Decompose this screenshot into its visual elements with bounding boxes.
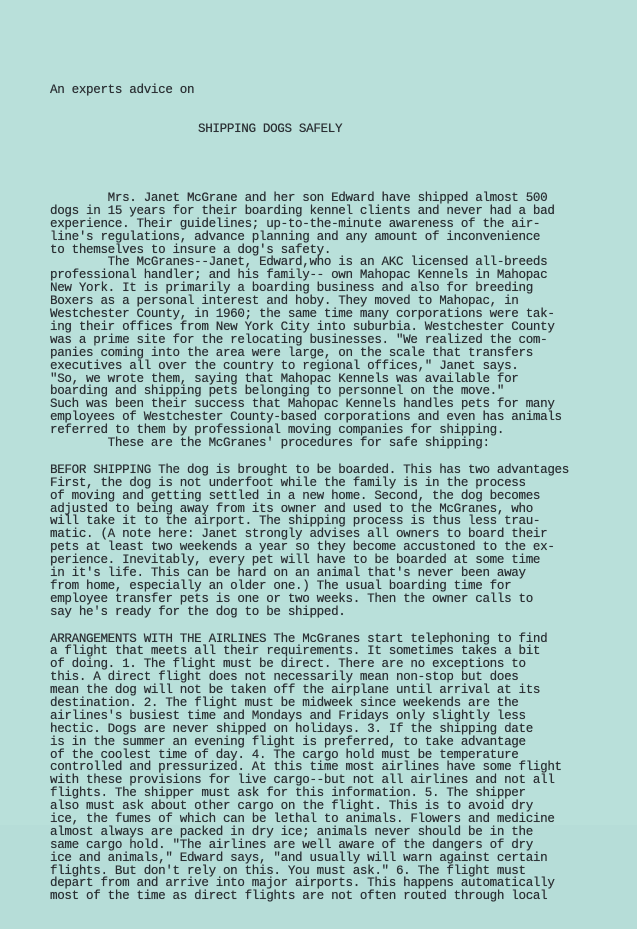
text-line: New York. It is primarily a boarding business and also for breeding bbox=[50, 281, 533, 296]
text-line: mean the dog will not be taken off the airplane until arrival at its bbox=[50, 683, 541, 698]
text-line: a flight that meets all their requirements. It sometimes takes a bit bbox=[50, 644, 541, 659]
text-line: ice and animals," Edward says, "and usually will warn against certain bbox=[50, 850, 548, 865]
text-line: of moving and getting settled in a new home. Second, the dog becomes bbox=[50, 488, 541, 503]
text-line: was a prime site for the relocating businesses. "We realized the com- bbox=[50, 332, 548, 347]
typed-document bbox=[50, 58, 606, 929]
text-line: also must ask about other cargo on the flight. This is to avoid dry bbox=[50, 799, 533, 814]
paragraphs bbox=[50, 192, 606, 903]
text-line: pets at least two weekends a year so they become accustoned to the ex- bbox=[50, 540, 555, 555]
text-line: to themselves to insure a dog's safety. bbox=[50, 242, 332, 257]
text-line: dogs in 15 years for their boarding kennel clients and never had a bad bbox=[50, 203, 555, 218]
text-line: line's regulations, advance planning and any amount of inconvenience bbox=[50, 229, 541, 244]
document-title: SHIPPING DOGS SAFELY bbox=[198, 121, 343, 136]
text-line: BEFOR SHIPPING The dog is brought to be boarded. This has two advantages bbox=[50, 462, 569, 477]
text-line: hectic. Dogs are never shipped on holidays. 3. If the shipping date bbox=[50, 721, 533, 736]
text-line: matic. (A note here: Janet strongly advises all owners to board their bbox=[50, 527, 548, 542]
text-line: is in the summer an evening flight is preferred, to take advantage bbox=[50, 734, 526, 749]
text-line: in it's life. This can be hard on an animal that's never been away bbox=[50, 565, 526, 580]
text-line: panies coming into the area were large, on the scale that transfers bbox=[50, 345, 533, 360]
paragraph bbox=[50, 192, 606, 256]
text-line: Westchester County, in 1960; the same time many corporations were tak- bbox=[50, 307, 555, 322]
text-line: same cargo hold. "The airlines are well aware of the dangers of dry bbox=[50, 837, 533, 852]
text-line: will take it to the airport. The shipping process is thus less trau- bbox=[50, 514, 541, 529]
text-line: referred to them by professional moving companies for shipping. bbox=[50, 423, 505, 438]
text-line: ARRANGEMENTS WITH THE AIRLINES The McGranes start telephoning to find bbox=[50, 631, 548, 646]
text-line: professional handler; and his family-- own Mahopac Kennels in Mahopac bbox=[50, 268, 548, 283]
text-line: experience. Their guidelines; up-to-the-minute awareness of the air- bbox=[50, 216, 541, 231]
text-line: controlled and pressurized. At this time most airlines have some flight bbox=[50, 760, 562, 775]
text-line: from home, especially an older one.) The usual boarding time for bbox=[50, 578, 512, 593]
text-line: adjusted to being away from its owner and used to the McGranes, who bbox=[50, 501, 533, 516]
spacer bbox=[50, 161, 606, 166]
text-line: employees of Westchester County-based corporations and even has animals bbox=[50, 410, 562, 425]
text-line: Boxers as a personal interest and hoby. They moved to Mahopac, in bbox=[50, 294, 519, 309]
text-line: destination. 2. The flight must be midweek since weekends are the bbox=[50, 695, 519, 710]
text-line: ice, the fumes of which can be lethal to animals. Flowers and medicine bbox=[50, 812, 555, 826]
paragraph-gap bbox=[50, 450, 606, 464]
text-line: employee transfer pets is one or two weeks. Then the owner calls to bbox=[50, 591, 533, 606]
paragraph bbox=[50, 633, 606, 904]
intro-line: An experts advice on bbox=[50, 82, 195, 97]
text-line: almost always are packed in dry ice; animals never should be in the bbox=[50, 824, 533, 839]
text-line: of doing. 1. The flight must be direct. There are no exceptions to bbox=[50, 657, 526, 672]
text-line: depart from and arrive into major airports. This happens automatically bbox=[50, 876, 555, 891]
text-line: flights. The shipper must ask for this information. 5. The shipper bbox=[50, 786, 526, 801]
text-line: say he's ready for the dog to be shipped. bbox=[50, 604, 346, 619]
paragraph bbox=[50, 256, 606, 449]
text-line: Such was been their success that Mahopac Kennels handles pets for many bbox=[50, 397, 555, 412]
text-line: "So, we wrote them, saying that Mahopac Kennels was available for bbox=[50, 371, 519, 386]
text-line: perience. Inevitably, every pet will have to be boarded at some time bbox=[50, 553, 541, 568]
text-line: executives all over the country to regional offices," Janet says. bbox=[50, 358, 519, 373]
text-line: of the coolest time of day. 4. The cargo hold must be temperature bbox=[50, 747, 519, 762]
text-line: First, the dog is not underfoot while the family is in the process bbox=[50, 475, 526, 490]
text-line: with these provisions for live cargo--but not all airlines and not all bbox=[50, 773, 555, 788]
text-line: flights. But don't rely on this. You must ask." 6. The flight must bbox=[50, 863, 526, 878]
text-line: most of the time as direct flights are not often routed through local bbox=[50, 889, 548, 904]
paragraph bbox=[50, 464, 606, 619]
text-line: boarding and shipping pets belonging to personnel on the move." bbox=[50, 384, 505, 399]
text-line: ing their offices from New York City into suburbia. Westchester County bbox=[50, 319, 555, 334]
text-line: The McGranes--Janet, Edward,who is an AKC licensed all-breeds bbox=[50, 255, 548, 270]
text-line: Mrs. Janet McGrane and her son Edward have shipped almost 500 bbox=[50, 191, 548, 206]
paragraph-gap bbox=[50, 619, 606, 633]
text-line: this. A direct flight does not necessarily mean non-stop but does bbox=[50, 670, 519, 685]
text-line: These are the McGranes' procedures for safe shipping: bbox=[50, 435, 490, 450]
text-line: airlines's busiest time and Mondays and Fridays only slightly less bbox=[50, 708, 526, 723]
